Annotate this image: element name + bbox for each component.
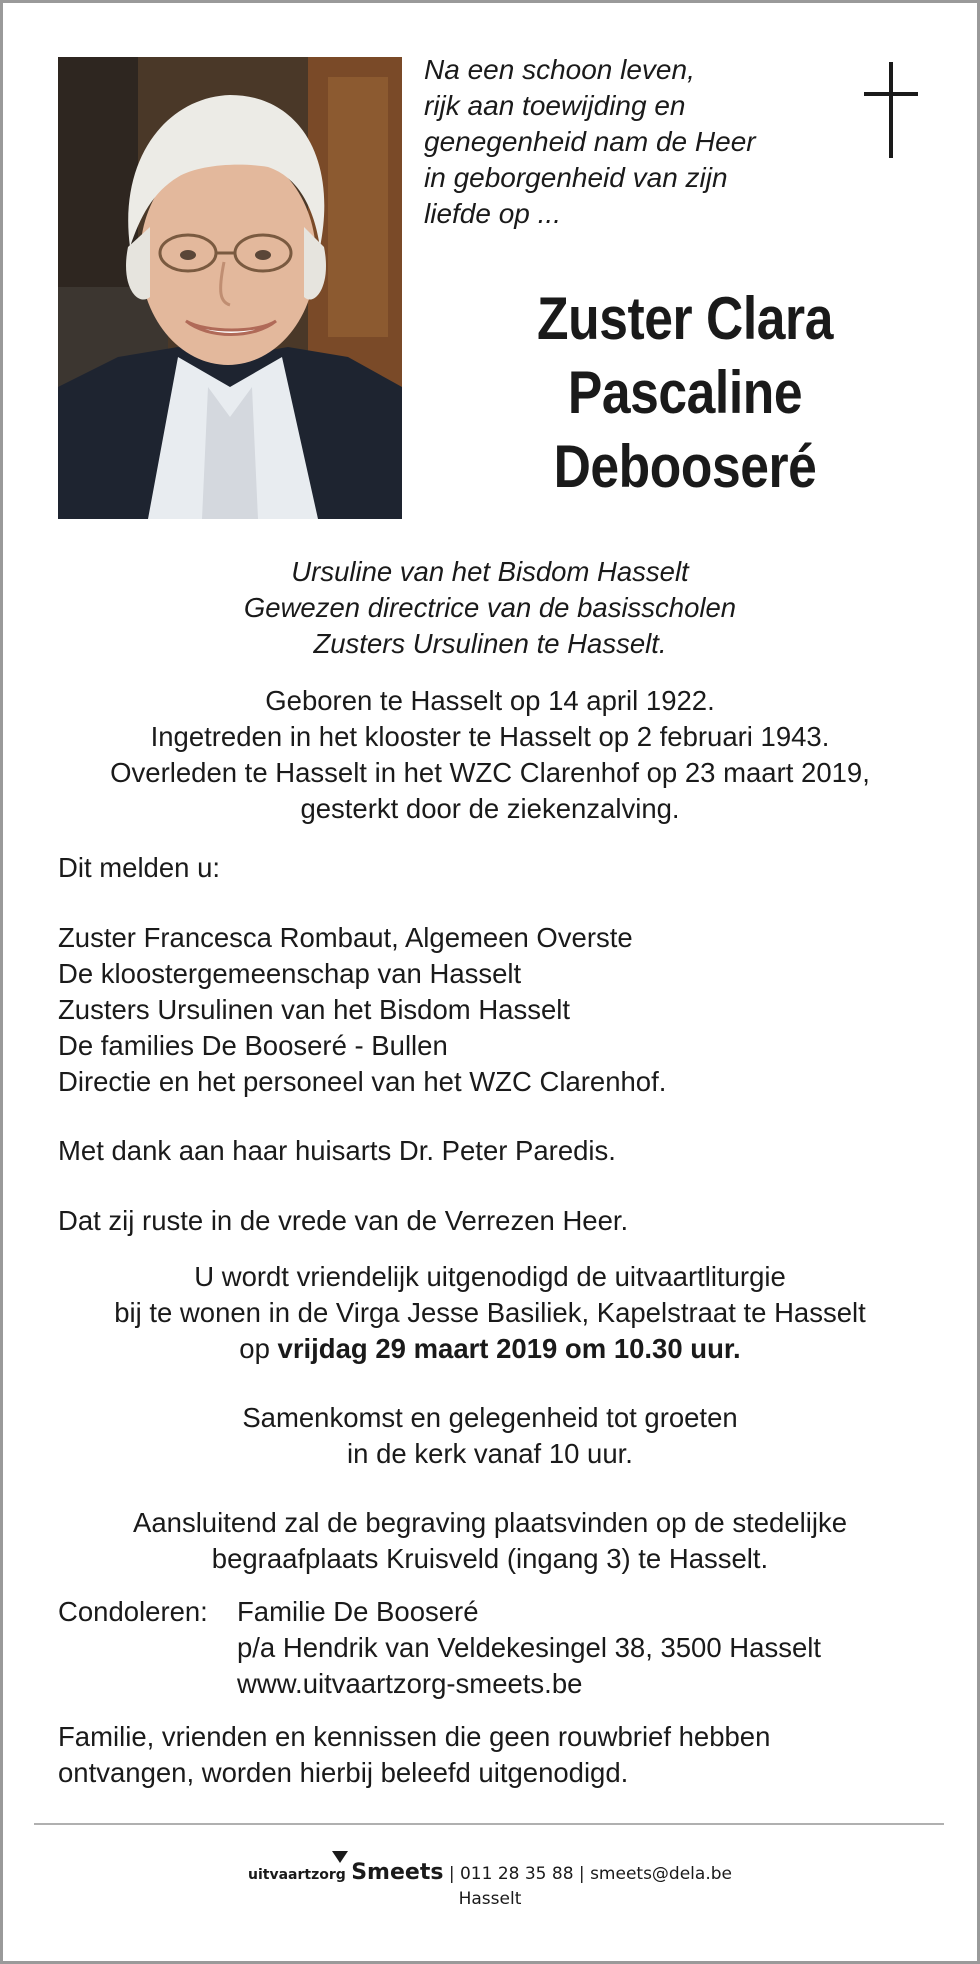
portrait-photo xyxy=(58,57,402,519)
condolence-line: p/a Hendrik van Veldekesingel 38, 3500 Hasselt xyxy=(237,1632,821,1663)
life-line: Geboren te Hasselt op 14 april 1922. xyxy=(265,685,715,716)
condolence-line: Familie De Booseré xyxy=(237,1596,479,1627)
name-line: Pascaline xyxy=(567,359,803,426)
funeral-prefix: op xyxy=(239,1333,278,1364)
intro-line: genegenheid nam de Heer xyxy=(424,126,756,157)
closing-text xyxy=(58,1719,938,1791)
gathering-line: Samenkomst en gelegenheid tot groeten xyxy=(242,1402,738,1433)
burial-text xyxy=(0,1505,980,1577)
divider xyxy=(34,1823,944,1825)
footer-contact: | 011 28 35 88 | smeets@dela.be xyxy=(448,1864,732,1884)
intro-line: rijk aan toewijding en xyxy=(424,90,686,121)
role-line: Gewezen directrice van de basisscholen xyxy=(243,592,737,623)
funeral-date: vrijdag 29 maart 2019 om 10.30 uur. xyxy=(277,1333,741,1364)
footer xyxy=(0,1860,980,1909)
condolence-label: Condoleren: xyxy=(58,1596,208,1627)
deceased-name xyxy=(474,282,895,504)
announce-name: Zusters Ursulinen van het Bisdom Hasselt xyxy=(58,994,571,1025)
life-line: gesterkt door de ziekenzalving. xyxy=(300,793,680,824)
life-line: Overleden te Hasselt in het WZC Clarenhof op 23 maart 2019, xyxy=(110,757,870,788)
brand-logo xyxy=(248,1860,443,1885)
intro-line: Na een schoon leven, xyxy=(424,54,695,85)
intro-line: in geborgenheid van zijn xyxy=(424,162,728,193)
announce-intro: Dit melden u: xyxy=(58,852,221,883)
name-line: Zuster Clara xyxy=(537,285,833,352)
closing-line: Familie, vrienden en kennissen die geen rouwbrief hebben xyxy=(58,1721,771,1752)
footer-city: Hasselt xyxy=(458,1889,522,1909)
triangle-icon xyxy=(332,1848,348,1868)
thanks-text: Met dank aan haar huisarts Dr. Peter Paredis. xyxy=(58,1135,616,1166)
condolence-website[interactable]: www.uitvaartzorg-smeets.be xyxy=(237,1668,583,1699)
brand-big: Smeets xyxy=(351,1860,444,1885)
announce-name: De families De Booseré - Bullen xyxy=(58,1030,448,1061)
announce-names xyxy=(58,920,938,1100)
funeral-line: bij te wonen in de Virga Jesse Basiliek, Kapelstraat te Hasselt xyxy=(114,1297,866,1328)
burial-line: Aansluitend zal de begraving plaatsvinden op de stedelijke xyxy=(133,1507,847,1538)
announce-name: Directie en het personeel van het WZC Clarenhof. xyxy=(58,1066,667,1097)
announce-name: De kloostergemeenschap van Hasselt xyxy=(58,958,522,989)
life-line: Ingetreden in het klooster te Hasselt op 2 februari 1943. xyxy=(150,721,830,752)
closing-line: ontvangen, worden hierbij beleefd uitgenodigd. xyxy=(58,1757,629,1788)
burial-line: begraafplaats Kruisveld (ingang 3) te Hasselt. xyxy=(211,1543,769,1574)
funeral-line: U wordt vriendelijk uitgenodigd de uitvaartliturgie xyxy=(194,1261,786,1292)
footer-brand-line xyxy=(0,1860,980,1885)
gathering-line: in de kerk vanaf 10 uur. xyxy=(347,1438,633,1469)
name-line: Debooseré xyxy=(553,433,817,500)
role-line: Zusters Ursulinen te Hasselt. xyxy=(313,628,667,659)
cross-icon xyxy=(862,62,920,165)
intro-line: liefde op ... xyxy=(424,198,561,229)
funeral-line xyxy=(0,1331,980,1367)
announce-name: Zuster Francesca Rombaut, Algemeen Overste xyxy=(58,922,633,953)
intro-text xyxy=(424,52,824,232)
brand-small: uitvaartzorg xyxy=(248,1867,346,1883)
rest-text: Dat zij ruste in de vrede van de Verrezen Heer. xyxy=(58,1205,629,1236)
gathering-text xyxy=(0,1400,980,1472)
funeral-text xyxy=(0,1259,980,1367)
role-text xyxy=(0,554,980,662)
life-dates xyxy=(0,683,980,827)
role-line: Ursuline van het Bisdom Hasselt xyxy=(291,556,689,587)
